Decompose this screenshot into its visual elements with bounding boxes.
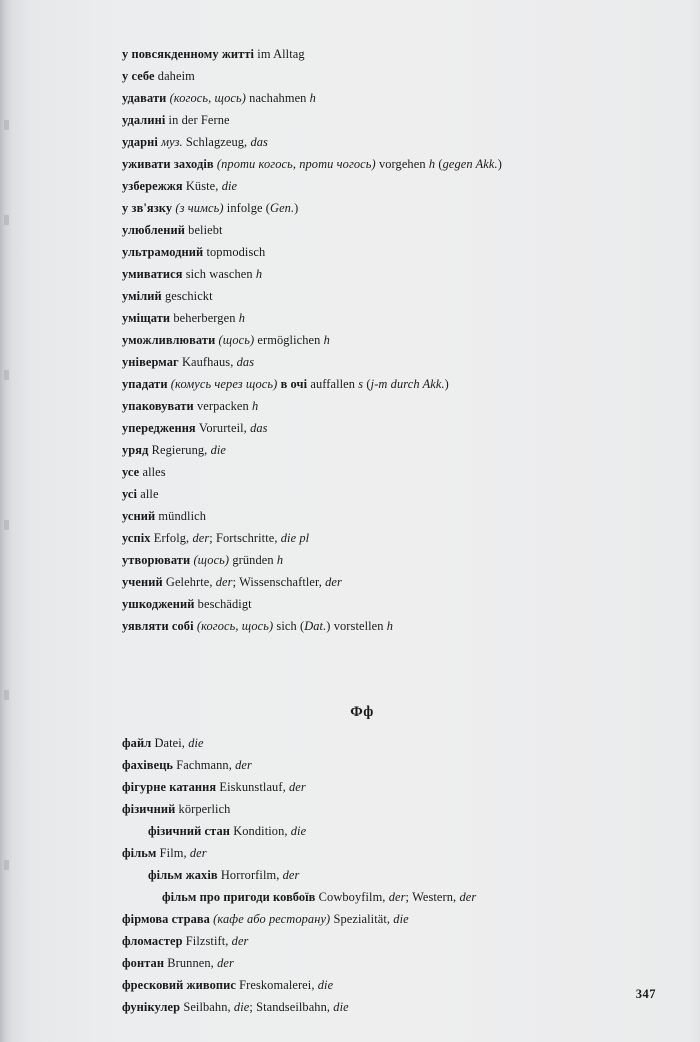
entry-headword: ударні [122, 135, 158, 149]
entry-headword: уряд [122, 443, 149, 457]
entry-article: der [288, 780, 306, 794]
dictionary-entry [122, 422, 602, 434]
entry-grammar-note: (щось) [190, 553, 230, 567]
entry-headword: ультрамодний [122, 245, 204, 259]
entry-article: die [233, 1000, 250, 1014]
entry-translation: Gelehrte, [162, 575, 216, 589]
entry-article: die [333, 1000, 349, 1014]
entry-article: h [309, 91, 316, 105]
entry-translation: Cowboyfilm, [315, 890, 389, 904]
entry-translation: alle [137, 487, 159, 501]
dictionary-entry [122, 979, 602, 991]
dictionary-entry [122, 202, 602, 214]
entry-article: h [386, 619, 394, 633]
page-number: 347 [635, 987, 656, 1001]
entry-translation: sich ( [273, 619, 305, 633]
dictionary-entry [122, 1001, 602, 1013]
entry-translation: verpacken [193, 399, 252, 413]
entry-translation: im Alltag [254, 47, 305, 61]
entry-headword: фонтан [122, 956, 165, 970]
entry-translation: ermöglichen [254, 333, 324, 347]
entry-headword: утворювати [122, 553, 191, 567]
dictionary-entry [122, 114, 602, 126]
entry-article: Gen. [270, 201, 295, 215]
entry-grammar-note: (комусь через щось) [167, 377, 278, 391]
entry-article: die [317, 978, 334, 992]
entry-headword: умілий [122, 289, 162, 303]
entry-headword: успіх [122, 531, 151, 545]
dictionary-entry [122, 180, 602, 192]
entry-translation: Erfolg, [150, 531, 193, 545]
entry-headword: уможливлювати [122, 333, 216, 347]
entry-article: j-m durch Akk. [370, 377, 445, 391]
entry-translation: nachahmen [245, 91, 310, 105]
entry-article: der [217, 956, 234, 970]
entry-translation: Kondition, [230, 824, 291, 838]
entry-article: die [393, 912, 409, 926]
entry-translation: sich waschen [182, 267, 256, 281]
entry-translation: Horrorfilm, [217, 868, 283, 882]
entry-article: Dat. [304, 619, 327, 633]
entry-article: h [323, 333, 330, 347]
entry-grammar-note: (щось) [215, 333, 255, 347]
entry-article: der [388, 890, 406, 904]
entry-translation: ; Standseilbahn, [249, 1000, 334, 1014]
entry-article: die pl [280, 531, 310, 545]
entry-headword: фресковий живопис [122, 978, 236, 992]
entry-headword: в очі [277, 377, 308, 391]
entry-translation: gründen [229, 553, 277, 567]
entry-headword: умиватися [122, 267, 183, 281]
entry-headword: фломастер [122, 934, 183, 948]
entry-headword: упередження [122, 421, 196, 435]
entry-grammar-note: муз. [157, 135, 183, 149]
entry-translation: topmodisch [203, 245, 266, 259]
entry-headword: фільм [122, 846, 157, 860]
entry-translation: mündlich [155, 509, 207, 523]
entry-article: s [358, 377, 364, 391]
entry-headword: усі [122, 487, 138, 501]
entry-article: der [215, 575, 233, 589]
entry-grammar-note: (проти когось, проти чогось) [213, 157, 376, 171]
page-content [122, 48, 602, 1023]
section-heading-f: Фф [350, 704, 374, 720]
entry-article: der [231, 934, 249, 948]
dictionary-entry [122, 356, 602, 368]
entry-translation: Kaufhaus, [178, 355, 237, 369]
entry-translation: in der Ferne [165, 113, 230, 127]
dictionary-entry [122, 92, 602, 104]
entry-headword: упадати [122, 377, 168, 391]
dictionary-entry [122, 935, 602, 947]
dictionary-entry [122, 158, 602, 170]
dictionary-entry [122, 847, 602, 859]
entry-headword: узбережжя [122, 179, 183, 193]
entry-headword: фізичний [122, 802, 176, 816]
dictionary-entry [122, 891, 602, 903]
entry-list-f [122, 737, 602, 1013]
entry-translation: ; Wissenschaftler, [232, 575, 326, 589]
entry-grammar-note: (когось, щось) [166, 91, 246, 105]
entry-headword: у себе [122, 69, 155, 83]
entry-article: die [221, 179, 238, 193]
entry-headword: файл [122, 736, 152, 750]
entry-headword: усний [122, 509, 156, 523]
entry-translation: Brunnen, [164, 956, 218, 970]
section-gap [122, 642, 602, 662]
entry-translation: beherbergen [170, 311, 239, 325]
dictionary-entry [122, 70, 602, 82]
dictionary-entry [122, 268, 602, 280]
entry-article: der [282, 868, 300, 882]
entry-headword: упаковувати [122, 399, 194, 413]
entry-headword: удалині [122, 113, 166, 127]
dictionary-entry [122, 466, 602, 478]
entry-translation: Regierung, [148, 443, 211, 457]
entry-translation: geschickt [161, 289, 213, 303]
entry-headword: уживати заходів [122, 157, 214, 171]
entry-article: der [192, 531, 210, 545]
entry-article: h [428, 157, 436, 171]
entry-translation: Freskomalerei, [235, 978, 318, 992]
dictionary-entry [122, 48, 602, 60]
entry-headword: фігурне катання [122, 780, 217, 794]
entry-headword: уявляти собі [122, 619, 194, 633]
dictionary-entry [122, 510, 602, 522]
entry-article: das [250, 421, 268, 435]
entry-headword: учений [122, 575, 163, 589]
entry-translation: ( [435, 157, 443, 171]
entry-headword: фільм жахів [148, 868, 218, 882]
dictionary-entry [122, 598, 602, 610]
entry-article: h [255, 267, 263, 281]
entry-article: der [325, 575, 342, 589]
entry-article: der [189, 846, 207, 860]
entry-translation: Film, [156, 846, 190, 860]
entry-headword: ушкоджений [122, 597, 195, 611]
entry-article: der [459, 890, 477, 904]
dictionary-entry [122, 759, 602, 771]
entry-headword: фірмова страва [122, 912, 210, 926]
dictionary-entry [122, 620, 602, 632]
dictionary-entry [122, 334, 602, 346]
entry-article: die [290, 824, 307, 838]
dictionary-entry [122, 825, 602, 837]
entry-headword: універмаг [122, 355, 179, 369]
entry-translation: Seilbahn, [180, 1000, 234, 1014]
dictionary-entry [122, 781, 602, 793]
entry-translation: ; Western, [405, 890, 460, 904]
entry-translation: auffallen [307, 377, 359, 391]
dictionary-entry [122, 554, 602, 566]
entry-grammar-note: (з чимсь) [172, 201, 224, 215]
dictionary-entry [122, 290, 602, 302]
entry-headword: фізичний стан [148, 824, 231, 838]
entry-translation: ) [444, 377, 449, 391]
entry-translation: Vorurteil, [195, 421, 251, 435]
entry-headword: усе [122, 465, 140, 479]
entry-translation: Filzstift, [182, 934, 232, 948]
entry-headword: фільм про пригоди ковбоїв [162, 890, 316, 904]
entry-article: h [238, 311, 245, 325]
entry-headword: удавати [122, 91, 167, 105]
entry-translation: alles [139, 465, 166, 479]
entry-headword: улюблений [122, 223, 185, 237]
dictionary-entry [122, 869, 602, 881]
entry-translation: körperlich [175, 802, 231, 816]
entry-translation: Schlagzeug, [182, 135, 251, 149]
entry-translation: beliebt [184, 223, 223, 237]
entry-article: gegen Akk. [442, 157, 498, 171]
entry-headword: у повсякденному житті [122, 47, 255, 61]
dictionary-entry [122, 957, 602, 969]
dictionary-entry [122, 400, 602, 412]
entry-translation: beschädigt [194, 597, 252, 611]
dictionary-entry [122, 532, 602, 544]
dictionary-entry [122, 576, 602, 588]
entry-translation: Eiskunstlauf, [216, 780, 289, 794]
entry-translation: ) [294, 201, 299, 215]
entry-article: die [210, 443, 227, 457]
entry-translation: ( [363, 377, 371, 391]
entry-article: h [251, 399, 259, 413]
entry-article: das [236, 355, 255, 369]
entry-translation: daheim [154, 69, 195, 83]
dictionary-entry [122, 246, 602, 258]
dictionary-entry [122, 378, 602, 390]
entry-translation: ) [497, 157, 502, 171]
entry-translation: vorgehen [375, 157, 429, 171]
dictionary-entry [122, 913, 602, 925]
entry-translation: Spezialität, [330, 912, 394, 926]
entry-list-u [122, 48, 602, 632]
entry-article: h [276, 553, 284, 567]
entry-translation: Küste, [182, 179, 222, 193]
entry-translation: ; Fortschritte, [209, 531, 281, 545]
entry-translation: infolge ( [223, 201, 271, 215]
entry-grammar-note: (кафе або ресторану) [209, 912, 331, 926]
entry-translation: Fachmann, [173, 758, 236, 772]
entry-article: das [250, 135, 268, 149]
dictionary-entry [122, 803, 602, 815]
entry-article: der [235, 758, 252, 772]
dictionary-entry [122, 488, 602, 500]
dictionary-entry [122, 737, 602, 749]
entry-headword: у зв'язку [122, 201, 173, 215]
entry-headword: уміщати [122, 311, 171, 325]
dictionary-entry [122, 224, 602, 236]
dictionary-entry [122, 444, 602, 456]
dictionary-entry [122, 136, 602, 148]
entry-headword: фахівець [122, 758, 174, 772]
page-left-edge-shadow [0, 0, 14, 1042]
entry-translation: Datei, [151, 736, 189, 750]
entry-article: die [188, 736, 204, 750]
entry-headword: фунікулер [122, 1000, 181, 1014]
entry-grammar-note: (когось, щось) [193, 619, 274, 633]
entry-translation: ) vorstellen [326, 619, 387, 633]
dictionary-entry [122, 312, 602, 324]
